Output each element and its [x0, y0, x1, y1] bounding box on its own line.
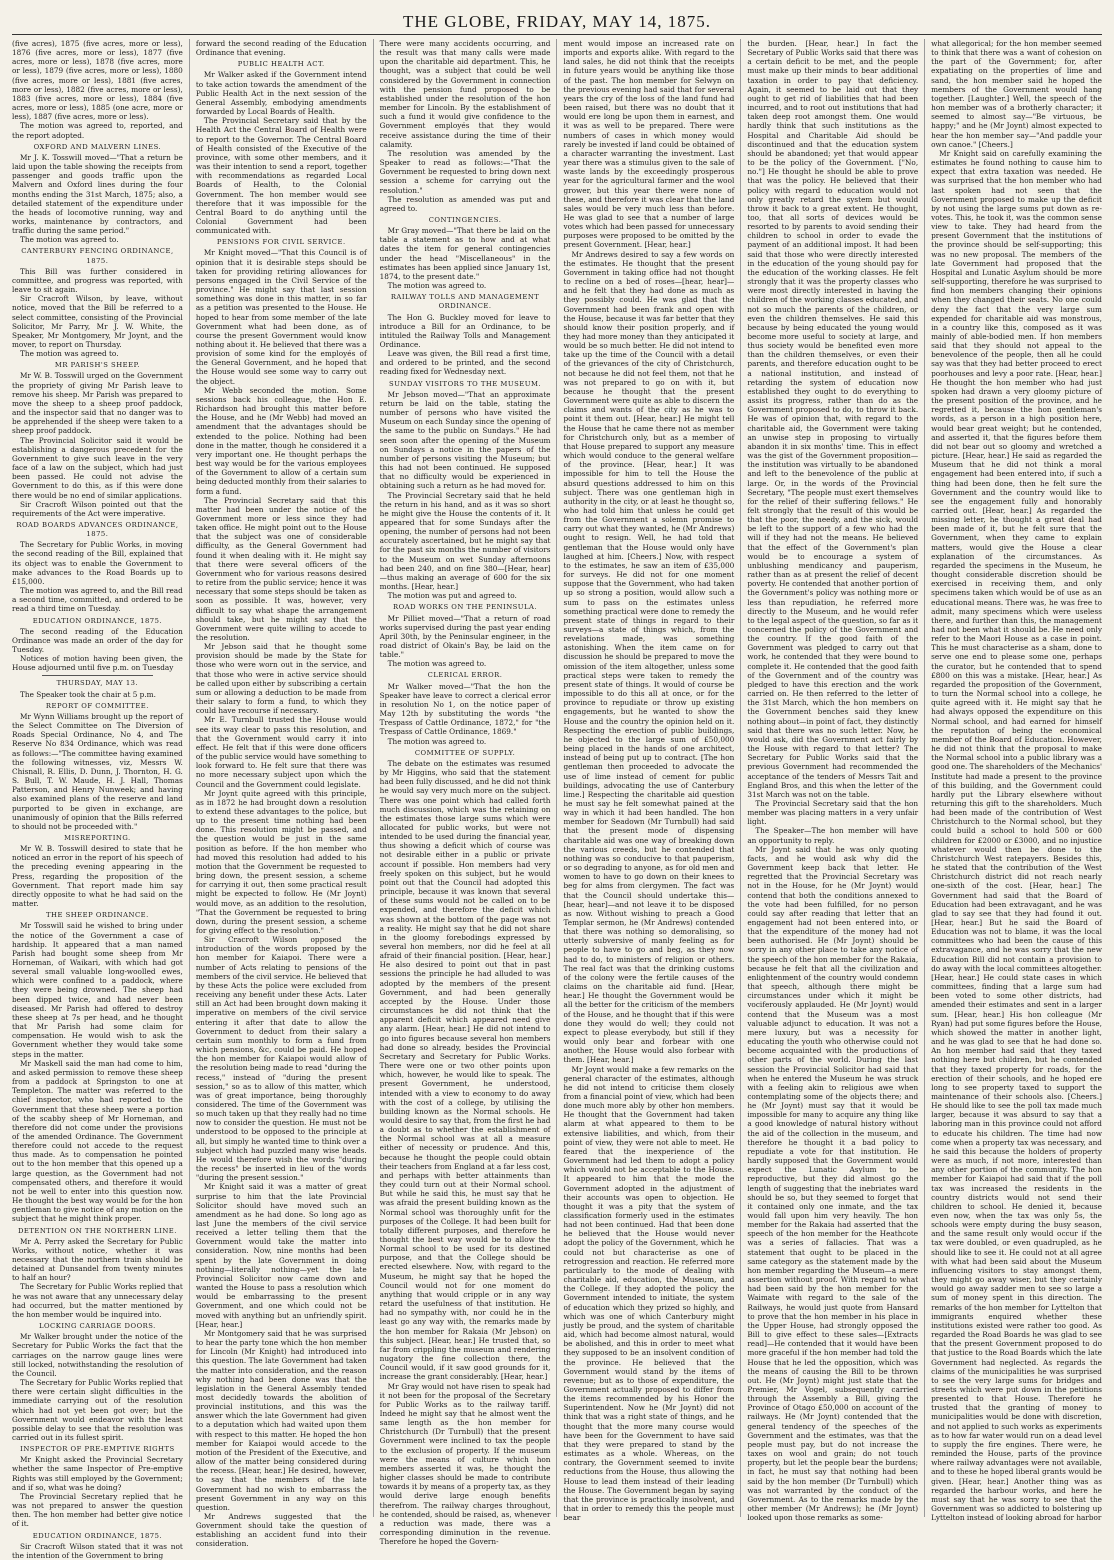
- article-paragraph: The debate on the estimates was resumed by Mr Higgins, who said that the statement had been fully discussed, and he did not think he would say very much more on the subject. There was one point which had called forth much discussion, which was the retaining on the estimates those large sums which were allocated for public works, but were not intended to be used during the financial year, thus showing a deficit which of course was not desirable either in a public or private account if possible. Hon members had very freely spoken on this subject, but he would point out that the Council had adopted this principle, because it was known that several of these sums would not be called on to be expended, and therefore the deficit which was shown at the bottom of the page was not a reality. He might say that he did not share in the gloomy forebodings expressed by several hon members, nor did he feel at all afraid of their financial position. [Hear, hear.] He also desired to point out that in past sessions the principle he had alluded to was adopted by the members of the present Government, and had been generally accepted by the House. Under those circumstances he did not think that the apparent deficit which appeared need give any alarm. [Hear, hear.] He did not intend to go into figures because several hon members had done so already, besides the Provincial Secretary and Secretary for Public Works. There were one or two other points upon which, however, he would like to speak. The present Government, he understood, intended with a view to economy to do away with the cost of a college, by utilising the building known as the Normal schools. He would desire to say that, from the first he had a doubt as to whether the establishment of the Normal school was at all a measure either of necessity or prudence. And this, because he thought the people could obtain their teachers from England at a far less cost, and perhaps with better attainments than they could turn out at their Normal school. But while he said this, he must say that he was afraid the present building known as the Normal school was thoroughly unfit for the purposes of the College. It had been built for totally different purposes, and therefore he thought the best way would be to allow the Normal school to be used for its destined purpose, and that the College should be erected elsewhere. Now, with regard to the Museum, he might say that he hoped the Council would not for one moment do anything that would cripple or in any way retard the usefulness of that institution. He had no sympathy with, nor could he in the least go any way with, the remarks made by the hon member for Rakaia (Mr Jebson) on this subject. [Hear, hear.] He trusted that, so far from crippling the museum and rendering nugatory the fine collection there, the Council would, if it saw good grounds for it, increase the grant considerably. [Hear, hear.]: [379, 758, 551, 1382]
- column-2: [195, 39, 374, 1549]
- article-paragraph: The motion was put and agreed to.: [387, 591, 517, 601]
- article-paragraph: There were many accidents occurring, and the result was that many calls were made upon the charitable aid department. This, he thought, was a subject that could be well considered by the Government in connection with the pension fund proposed to be established under the resolution of the hon member for Lincoln. By the establishment of such a fund it would give confidence to the Government employés that they would receive assistance during the time of their calamity.: [379, 39, 551, 149]
- article-paragraph: The Speaker—The hon member will have an opportunity to reply.: [747, 826, 919, 845]
- article-paragraph: The Secretary for Public Works replied that he was not aware that any unnecessary delay had occurred, but the matter mentioned by the hon member would be inquired into.: [12, 1282, 183, 1319]
- section-heading: EDUCATION ORDINANCE, 1875.: [32, 616, 163, 625]
- article-paragraph: Mr Joynt would make a few remarks on the general character of the estimates, although he did not intend to criticise them closely from a financial point of view, which had been done much more ably by other hon members. He thought that the Government had taken alarm at what appeared to them to be extensive liabilities, and which, from their point of view, they were not able to meet. He feared that the inexperience of the Government had led them to adopt a policy which would not be acceptable to the House. It appeared to him that the mode the Government adopted in the adjustment of their accounts was open to objection. He thought it was a pity that the system of classification formerly used in the estimates had not been continued. Had that been done he believed that the House would never adopt the policy of the Government, which he could not but characterise as one of retrogression and reaction. He referred more particularly to the mode of dealing with charitable aid, education, the Museum, and the College. If they adopted the policy the Government intended to initiate, the system of education which they prized so highly, and which was one of which Canterbury might justly be proud, and the system of charitable aid, which had become almost natural, would be abolished, and this in order to meet what they supposed to be an insolvent condition of the province. He believed that the Government would stand by the items of revenue; but as to those of expenditure, the Government actually proposed to differ from the items recommended by his Honor the Superintendent. Now he (Mr Joynt) did not think that was a right state of things, and he thought that the more many course would have been for the Government to have said that they were prepared to stand by the estimates as a whole. Whereas, on the contrary, the Government seemed to invite reductions from the House, thus allowing the House to lead them instead of their leading the House. The Government began by saying that the province is practically insolvent, and that in order to remedy this the people must bear: [563, 1064, 735, 1523]
- article-paragraph: The motion was agreed to.: [387, 281, 487, 291]
- article-paragraph: The motion was agreed to, reported, and the report adopted.: [12, 121, 183, 140]
- article-paragraph: Mr Joynt quite agreed with this principle, as in 1872 he had brought down a resolution to extend these advantages to the police, but up to the present time nothing had been done. This resolution might be passed, and the question would be just in the same position as before. If the hon member who had moved this resolution had added to his motion that the Government be requested to bring down, the present session, a scheme for carrying it out, then some practical result might be expected to follow. He (Mr Joynt) would move, as an addition to the resolution, "That the Government be requested to bring down, during the present session, a scheme for giving effect to the resolution.": [195, 788, 367, 935]
- masthead: THE GLOBE, FRIDAY, MAY 14, 1875.: [12, 10, 1102, 35]
- section-heading: SUNDAY VISITORS TO THE MUSEUM.: [389, 379, 542, 388]
- article-paragraph: Sir Cracroft Wilson pointed out that the requirements of the Act were imperative.: [12, 499, 183, 518]
- section-heading: THE SHEEP ORDINANCE.: [46, 911, 149, 920]
- article-paragraph: Mr Knight said on carefully examining the estimates he found nothing to cause him to expect that extra taxation was needed. He was surprised that the hon member who had last spoken had not seen that the Government proposed to make up the deficit by not using the large sums put down as re-votes. This, he took it, was the common sense view to take. They had heard from the present Government that the institutions of the province should be self-supporting; this was no new proposal. The members of the late Government had proposed that the Hospital and Lunatic Asylum should be more self-supporting, therefore he was surprised to find hon members changing their opinions when they changed their seats. No one could deny the fact that the very large sum expended for charitable aid was monstrous, in a country like this, composed as it was mainly of able-bodied men. If hon members said that they should not appeal to the benevolence of the people, then all he could say was that they had better proceed to erect poorhouses and levy a poor rate. [Hear, hear.] He thought the hon member who had just spoken had drawn a very gloomy picture of the present position of the province, and he regretted it, because the hon gentleman's words, as a person in a high position here, would bear great weight; but he contended, and asserted it, that the figures before them did not bear out so gloomy and wretched a picture. [Hear, hear.] He said as regarded the Museum that he did not think a moral engagement had been entered into, if such a thing had been done, then he felt sure the Government and the country would like to see the engagement fully and honorably carried out. [Hear, hear.] As regarded the missing letter, he thought a great deal had been made of it, but he felt sure that the Government, when they came to explain matters, would give the House a clear explanation of the circumstances. As regarded the specimens in the Museum, he thought considerable discretion should be exercised in receiving them, and only specimens taken which would be of use as an educational means. There was, he was free to admit, many specimens which were useless there, and further than this, the management had not been what it should be. He need only refer to the Maori House as a case in point. This he must characterise as a sham, done to serve one end to please some one, perhaps the curator, but he contended that to spend £800 on this was a mistake. [Hear, hear.] As regarded the proposition of the Government, to turn the Normal school into a college, he quite agreed with it. He might say that he had always opposed the expenditure on this Normal school, and had earned for himself the reputation of being the economical member of the Board of Education. However, he did not think that the proposal to make the Normal school into a public library was a good one. The shareholders of the Mechanics' Institute had made a present to the province of this building, and the Government could hardly put the Library elsewhere without returning this gift to the shareholders. Much had been made of the contribution of West Christchurch to the Normal school, but they could build a school to hold 500 or 600 children for £2000 or £3000, and no injustice whatever would then be done to the Christchurch West ratepayers. Besides this, he stated that the contribution of the West Christchurch district did not reach nearly one-sixth of the cost. [Hear, hear.] The Government had said that the Board of Education had been extravagant, and he was glad to say see that they had found it out. [Hear, hear.] But he said the Board of Education was not to blame, it was the local committees who had been the cause of this extravagance, and he was sorry that the new Education Bill did not contain a provision to do away with the local committees altogether. [Hear, hear.] He could state cases in which committees, finding that a large sum had been voted to some other districts, had amended their estimates and sent in a larger sum. [Hear, hear.] His hon colleague (Mr Ryan) had put some figures before the House, which showed the matter in another light, and he was glad to see that he had done so. An hon member had said that they taxed nothing here but children, but he contended that they taxed property for roads, for the erection of their schools, and he hoped ere long to see property taxed to support the maintenance of their schools also. [Cheers.] He should like to see the poll tax made much larger, because it was absurd to say that a laboring man in this province could not afford to educate his children. The time had now come when a property tax was necessary, and he said this because the holders of property were as much, if not more, interested than any other portion of the community. The hon member for Kaiapoi had said that if the poll tax was increased the residents in the country districts would not send their children to school. He denied it, because even now, when the tax was only 5s, the schools were empty during the busy season, and the same result only would occur if the tax were doubled, or even quadrupled, as he should like to see it. He could not at all agree with what had been said about the Museum influencing visitors to stay amongst them, they might go away wiser, but they certainly would go away sadder men to see so large a sum of money spent in this direction. The remarks of the hon member for Lyttelton that immigrants enquired whether these institutions existed were rather too good. As regarded the Road Boards he was glad to see that the present Government proposed to do that justice to the Road Boards which the late Government had neglected. As regards the claims of the municipalities he was surprised to see the very large sums for bridges and streets which were put down in the petitions presented to that House. Therefore he trusted that the granting of money to municipalities would be done with discretion, and not applied to such works as experiments as to how far water would run on a dead level to supply the fire engines. There were, he reminded the House, parts of the province where railway advantages were not available, and to these he hoped liberal grants would be given. [Hear, hear.] Another thing was as regarded the harbour works, and here he must say that he was sorry to see that the Government was so addicted to bolstering up Lyttelton instead of looking abroad for harbor: [931, 148, 1102, 1523]
- article-paragraph: Mr Knight said it was a matter of great surprise to him that the late Provincial Solicitor should have moved such an amendment as he had done. So long ago as last June the members of the civil service received a letter telling them that the Government would take the matter into consideration. Now, nine months had been spent by the late Government in doing nothing—literally nothing—yet the late Provincial Solicitor now came down and wanted the House to pass a resolution which would be embarrassing to the present Government, and one which could not be moved with anything but an unfriendly spirit. [Hear, hear.]: [195, 1182, 367, 1329]
- article-paragraph: Sir Cracroft Wilson, by leave, without notice, moved that the Bill be referred to a select committee, consisting of the Provincial Solicitor, Mr Parry, Mr J. W. White, the Speaker, Mr Montgomery, Mr Joynt, and the mover, to report on Thursday.: [12, 294, 183, 349]
- article-paragraph: The Provincial Secretary said that by the Health Act the Central Board of Health were to report to the Governor. The Central Board of Health consisted of the Executive of the province, with some other members, and it was their intention to send a report, together with recommendations as regarded Local Boards of Health, to the Colonial Government. The hon member would see therefore that it was impossible for the Central Board to do anything until the Colonial Government had been communicated with.: [195, 116, 367, 236]
- section-heading: EDUCATION ORDINANCE, 1875.: [32, 1531, 163, 1540]
- columns: [12, 39, 1102, 1560]
- article-paragraph: Mr Gray moved—"That there be laid on the table a statement as to how and at what dates the item for general contingencies under the head "Miscellaneous" in the estimates has been applied since January 1st, 1874, to the present date.": [379, 226, 551, 281]
- article-paragraph: Mr A. Perry asked the Secretary for Public Works, without notice, whether it was necessary that the northern train should be detained at Dunsandel from twenty minutes to half an hour?: [12, 1236, 183, 1283]
- section-heading: CLERICAL ERROR.: [427, 671, 503, 680]
- article-paragraph: The motion was agreed to.: [20, 349, 119, 359]
- section-heading: ROAD WORKS ON THE PENINSULA.: [393, 603, 538, 612]
- article-paragraph: Mr Jebson said that he thought some provision should be made by the State for those who were worn out in the service, and that those who were in active service should be called upon either by subscribing a certain sum or allowing a deduction to be made from their salary to form a fund, to which they could have recourse if necessary.: [195, 642, 367, 716]
- article-paragraph: The Provincial Solicitor said it would be establishing a dangerous precedent for the Government to give such leave in the very face of a law on the subject, which had just been passed. He could not advise the Government to do this, as if this were done there would be no end of similar applications.: [12, 435, 183, 500]
- column-3: [379, 39, 558, 1547]
- column-4: [563, 39, 741, 1523]
- column-1: [12, 39, 190, 1560]
- article-paragraph: The resolution as amended was put and agreed to.: [379, 194, 551, 213]
- section-heading: OXFORD AND MALVERN LINES.: [33, 142, 162, 151]
- section-heading: DETENTION ON THE NORTHERN LINE.: [17, 1226, 177, 1235]
- article-paragraph: The Provincial Secretary replied that he was not prepared to answer the question then. The hon member had better give notice of it.: [12, 1491, 183, 1529]
- section-heading: CANTERBURY FENCING ORDINANCE, 1875.: [21, 247, 174, 265]
- article-paragraph: The motion was agreed to.: [387, 736, 487, 746]
- section-heading: PUBLIC HEALTH ACT.: [237, 60, 325, 69]
- section-heading: REPORT OF COMMITTEE.: [45, 701, 149, 710]
- article-paragraph: Mr Maskell said the man had come to him, and asked permission to remove these sheep from a paddock at Springston to one at Templeton. The matter was referred to the chief inspector, who had reported to the Government that these sheep were a portion of the scabby sheep of Mr Horneman, and therefore did not come under the provisions of the amended Ordinance. The Government therefore could not accede to the request thus made. As to compensation he pointed out to the hon member that this opened up a large question, as the Government had not compensated others, and therefore it would not be well to enter into this question now. He thought the best way would be for the hon gentleman to give notice of any motion on the subject that he might think proper.: [12, 1058, 183, 1224]
- section-heading: INSPECTOR OF PRE-EMPTIVE RIGHTS: [20, 1445, 175, 1454]
- article-paragraph: Mr Montgomery said that he was surprised to hear the party tone which the hon member for Lincoln (Mr Knight) had introduced into this question. The late Government had taken the matter into consideration, and the reason why nothing had been done was that the legislation in the General Assembly tended most decidedly towards the abolition of provincial institutions, and this was the answer which the late Government had given to a deputation which had waited upon them with respect to this matter. He hoped the hon member for Kaiapoi would accede to the motion of the President of the Executive, and allow of the matter being considered during the recess. [Hear, hear.] He desired, however, to say that the members of the late Government had no wish to embarrass the present Government in any way on this question.: [195, 1328, 367, 1512]
- section-heading: MR PARISH'S SHEEP.: [54, 361, 140, 370]
- section-heading: CONTINGENCIES.: [428, 215, 502, 224]
- article-paragraph: This Bill was further considered in committee, and progress was reported, with leave to sit again.: [12, 266, 183, 295]
- article-paragraph: Mr E. Turnbull trusted the House would see its way clear to pass this resolution, and that the Government would carry it into effect. He felt that if this were done officers of the public service would have something to look forward to. He felt sure that there was no more necessary subject upon which the Council and the Government could legislate.: [195, 715, 367, 789]
- article-paragraph: Mr J. K. Tosswill moved—"That a return be laid upon the table showing the receipts from passenger and goods traffic upon the Malvern and Oxford lines during the four months ending the 31st March, 1875; also, a detailed statement of the expenditure under the heads of locomotive running, way and works, maintenance by contractors, and traffic during the same period.": [12, 152, 183, 236]
- article-paragraph: The Secretary for Public Works replied that there were certain slight difficulties in the immediate carrying out of the resolution which had not yet been got over; but the Government would endeavor with the least possible delay to see that the resolution was carried out in its fullest spirit.: [12, 1378, 183, 1442]
- article-paragraph: The resolution was amended by the Speaker to read as follows:—"That the Government be requested to bring down next session a scheme for carrying out the resolution.": [379, 148, 551, 195]
- article-paragraph: The Provincial Secretary said that this matter had been under the notice of the Government more or less since they had taken office. He might point out to the House that the subject was one of considerable difficulty, as the General Government had found it when dealing with it. He might say that there were several officers of the Government who for various reasons desired to retire from the public service; hence it was necessary that some steps should be taken as soon as possible. It was, however, very difficult to say what shape the arrangement should take, but he might say that the Government were quite willing to accede to the resolution.: [195, 495, 367, 642]
- article-paragraph: Mr Joynt said that he was only quoting facts, and he would ask why did the Government keep back that letter. He regretted that the Provincial Secretary was not in the House, for he (Mr Joynt) would contend that both the conditions annexed to the vote had been fulfilled, for no person could say after reading that letter that an engagement had not been entered into, or that the expenditure of the money had not been authorised. He (Mr Joynt) should be sorry in any other place to take any notice of the speech of the hon member for the Rakaia, because he felt that all the civilization and enlightenment of the country would condemn that speech, although there might be circumstances under which it might be vociferously applauded. He (Mr Joynt) would contend that the Museum was a most valuable adjunct to education. It was not a mere luxury, but was a necessity for educating the youth who otherwise could not become acquainted with the productions of other parts of the world. During the last session the Provincial Solicitor had said that when he entered the Museum he was struck with a feeling akin to religious awe when contemplating some of the objects there; and he (Mr Joynt) must say that it would be impossible for many to acquire any thing like a good knowledge of natural history without the aid of the collection in the museum, and therefore he thought it a bad policy to repudiate a vote for that institution. He hardly supposed that the Government would expect the Lunatic Asylum to be reproductive, but they did almost go the length of suggesting that the inebriates ward should be so, but they seemed to forget that it contained only one inmate, and the tax would fall upon him very heavily. The hon member for the Rakaia had asserted that the speech of the hon member for the Heathcote was a series of fallacies. That was a statement that ought to be placed in the same category as the statement made by the hon member regarding the Museum—a mere assertion without proof. With regard to what had been said by the hon member for the Waimate with regard to the sale of the Railways, he would just quote from Hansard to prove that the hon member in his place in the Upper House, had strongly opposed the Bill to give effect to these sales—[Extracts read]—He contended that it would have been more graceful if the hon member had told the House that he led the opposition, which was the means of causing the Bill to be thrown out. He (Mr Joynt) might just state that the Premier, Mr Vogel, subsequently carried through the Assembly a Bill, giving the Province of Otago £50,000 on account of the railways. He (Mr Joynt) contended that the general tendency of the speeches of the Government and the estimates, was that the people must pay, but do not increase the taxes on wool and grain; do not touch property, but let the people bear the burdens; in fact, he must say that nothing had been said by the hon member (Dr Turnbull) which was not warranted by the conduct of the Government. As to the remarks made by the other member (Mr Andrews); he (Mr Joynt) looked upon those remarks as some-: [747, 844, 919, 1523]
- article-paragraph: Notices of motion having been given, the House adjourned until five p.m. on Tuesday: [12, 654, 183, 673]
- article-paragraph: Mr W. B. Tosswill desired to state that he noticed an error in the report of his speech of the preceding evening appearing in the Press, regarding the proposition of the Government. That report made him say directly opposite to what he had said on the matter.: [12, 844, 183, 909]
- section-heading: THURSDAY, MAY 13.: [56, 679, 139, 688]
- section-heading: ROAD BOARDS ADVANCES ORDINANCE, 1875.: [16, 520, 179, 539]
- article-paragraph: Mr Knight moved—"That this Council is of opinion that it is desirable steps should be taken for providing retiring allowances for persons engaged in the Civil Service of the province." He might say that last session something was done in this matter, in so far as a petition was presented to the House. He hoped to hear from some member of the late Government what had been done, as of course the present Government would know nothing about it. He believed that there was a provision of some kind for the employés of the General Government, and he hoped that the House would see some way to carry out the object.: [195, 248, 367, 386]
- article-paragraph: Sir Cracroft Wilson stated that it was not the intention of the Government to bring: [12, 1541, 183, 1560]
- article-paragraph: The motion was agreed to.: [20, 235, 119, 245]
- article-paragraph: Mr Tosswill said he wished to bring under the notice of the Government a case of hardship. It appeared that a man named Parish had bought some sheep from Mr Horneman, of Waikari, with which had got several small valuable long-woolled ewes, which were confined to a paddock, where they were being drowned. The sheep had been dipped twice, and had never been diseased. Mr Parish had offered to destroy these sheep at 7s per head, and he thought that Mr Parish had some claim for compensation. He would wish to ask the Government whether they would take some steps in the matter.: [12, 921, 183, 1059]
- article-paragraph: Mr W. B. Tosswill urged on the Government the propriety of giving Mr Parish leave to remove his sheep. Mr Parish was prepared to move the sheep to a sheep proof paddock, and the inspector said that no danger was to be apprehended if the sheep were taken to a sheep proof paddock.: [12, 371, 183, 436]
- article-paragraph: Mr Andrews desired to say a few words on the estimates. He thought that the present Government in taking office had not thought to recline on a bed of roses—[hear, hear]—and he felt that they had done as much as they possibly could. He was glad that the Government had been frank and open with the House, because it was far better that they should know their position properly, and if they had more money than they anticipated it would be so much better. He did not intend to take up the time of the Council with a detail of the grievances of the city of Christchurch, not because he did not feel them, not that he was not prepared to go on with it, but because he thought that the present Government were quite as able to discern the claims and wants of the city as he was to point it them out. [Hear, hear.] He might tell the House that he came there not as member for Christchurch only, but as a member of that House prepared to support any measure which would conduce to the general welfare of the province. [Hear, hear.] It was impossible for him to tell the House the absurd questions addressed to him on this subject. There was one gentleman high in authority in the city, or at least he thought so, who had told him that unless he could get from the Government a solemn promise to carry out what they wanted, he (Mr Andrews) ought to resign. Well, he had told that gentleman that the House would only have laughed at him. [Cheers.] Now, with respect to the estimates, he saw an item of £35,000 for surveys. He did not for one moment suppose that the Government, who had taken up so strong a position, would allow such a sum to pass on the estimates unless something practical were done to remedy the present state of things in regard to their surveys—a state of things which, from the revelations made, was something astonishing. When the item came on for discussion he should be prepared to move the omission of the item altogether, unless some practical steps were taken to remedy the present state of things. It would of course be impossible to do this all at once, or for the province to repudiate or throw up existing engagements, but he wanted to show the House and the country the opinion held on it. Respecting the erection of public buildings, he objected to the large sum of £50,000 being placed in the hands of one architect, instead of being put up to contract. [The hon gentleman then proceeded to advocate the use of lime instead of cement for public buildings, advocating the use of Canterbury lime.] Respecting the charitable aid question he must say he felt somewhat pained at the way in which it had been handled. The hon member for Seadown (Mr Turnbull) had said that the present mode of dispensing charitable aid was one way of breaking down the various creeds, but he contended that nothing was so conducive to that pauperism, or so degrading to anyone, as for old men and women to have to go down on their knees to beg for alms from clergymen. The fact was that the Council should undertake this—[hear, hear]—and not leave it to be disposed as now. Without wishing to preach a Good Templar sermon, he (Mr Andrews) contended that there was nothing so demoralising, so utterly subversive of manly feeling as for people to have to go and beg, as they now had to do, to ministers of religion or others. The real fact was that the drinking customs of the colony were the fertile causes of the claims on the charitable aid fund. [Hear, hear.] He thought the Government would be all the better for the criticism of the members of the House, and he thought that if this were done they would do well; they could not expect to please everybody, but still if they would only bear and forbear with one another, the House would also forbear with them. [Hear, hear.]: [563, 249, 735, 1065]
- section-heading: MISREPORTING.: [64, 833, 131, 842]
- column-6: [931, 39, 1102, 1523]
- article-paragraph: The Secretary for Public Works, in moving the second reading of the Bill, explained that its object was to enable the Government to make advances to the Road Boards up to £15,000.: [12, 540, 183, 586]
- article-paragraph: (five acres), 1875 (five acres, more or less), 1876 (five acres, more or less), 1877 (five acres, more or less), 1878 (five acres, more or less), 1879 (five acres, more or less), 1880 (five acres, more or less), 1881 (five acres, more or less), 1882 (five acres, more or less), 1883 (five acres, more or less), 1884 (five acres, more or less), 1885 (one acre, more or less), 1887 (five acres, more or less).: [12, 39, 183, 122]
- article-paragraph: Mr Walker brought under the notice of the Secretary for Public Works the fact that the carriages on the narrow gauge lines were still locked, notwithstanding the resolution of the Council.: [12, 1332, 183, 1378]
- article-paragraph: The Provincial Secretary said that the hon member was placing matters in a very unfair light.: [747, 798, 919, 827]
- article-paragraph: The Hon G. Buckley moved for leave to introduce a Bill for an Ordinance, to be intituled the Railway Tolls and Management Ordinance.: [379, 312, 551, 349]
- article-paragraph: Mr Knight asked the Provincial Secretary whether the same Inspector of Pre-emptive Rights was still employed by the Government; and if so, what was he doing?: [12, 1455, 183, 1492]
- section-divider: [42, 675, 153, 676]
- section-heading: LOCKING CARRIAGE DOORS.: [38, 1322, 156, 1331]
- article-paragraph: Mr Webb seconded the motion. Some sessions back his colleague, the Hon E. Richardson had brought this matter before the House, and he (Mr Webb) had moved an amendment that the advantages should be extended to the police. Nothing had been done in the matter, though he considered it a very important one. He thought perhaps the best way would be for the various employees of the Government to allow of a certain sum being deducted monthly from their salaries to form a fund.: [195, 385, 367, 496]
- column-5: [747, 39, 925, 1523]
- article-paragraph: The motion was agreed to, and the Bill read a second time, committed, and ordered to be read a third time on Tuesday.: [12, 586, 183, 614]
- article-paragraph: Mr Gray would not have risen to speak had it not been for the proposal of the Secretary for Public Works as to the railway tariff. Indeed he might say that he almost went the same length as the hon member for Christchurch (Dr Turnbull) that the present Government were inclined to tax the people to the exclusion of property. If the museum were the means of culture which hon members asserted it was, he thought the higher classes should be made to contribute towards it by means of a property tax, as they would derive large enough benefits therefrom. The railway charges throughout, he contended, should be raised, as, whenever a reduction was made, there was a corresponding diminution in the revenue. Therefore he hoped the Govern-: [379, 1381, 551, 1547]
- article-paragraph: Leave was given, the Bill read a first time, and ordered to be printed, and the second reading fixed for Wednesday next.: [379, 349, 551, 377]
- article-paragraph: The Provincial Secretary said that he held the return in his hand, and as it was so short he might give the House the contents of it. It appeared that for some Sundays after the opening, the number of persons had not been accurately ascertained, but he might say that for the past six months the number of visitors to the Museum on wet Sunday afternoons had been 240, and on fine 380—[Hear, hear]—thus making an average of 600 for the six months. [Hear, hear.]: [379, 490, 551, 592]
- article-paragraph: The Speaker took the chair at 5 p.m.: [20, 689, 156, 699]
- article-paragraph: Mr Walker moved—"That the hon the Speaker have leave to correct a clerical error in resolution No 1, on the notice paper of May 12th by substituting the words "the Trespass of Cattle Ordinance, 1872," for "the Trespass of Cattle Ordinance, 1869.": [379, 681, 551, 737]
- section-heading: COMMITTEE OF SUPPLY.: [414, 748, 516, 757]
- section-heading: RAILWAY TOLLS AND MANAGEMENT ORDINANCE.: [390, 293, 540, 311]
- article-paragraph: Mr Pilliet moved—"That a return of road works supervised during the past year ending April 30th, by the Peninsular engineer, in the road district of Okain's Bay, be laid on the table.": [379, 613, 551, 660]
- article-paragraph: Mr Andrews suggested that the Government should take the question of establishing an accident fund into their consideration.: [195, 1512, 367, 1549]
- article-paragraph: what allegorical; for the hon member seemed to think that there was a want of cohesion on the part of the Government; for, after expatiating on the properties of lime and sand, the hon member said he hoped the members of the Government would hang together. [Laughter.] Well, the speech of the hon member was of a brotherly character; it seemed to almost say—"Be virtuous, be happy;" and he (Mr Joynt) almost expected to hear the hon member say—"And paddle your own canoe." [Cheers.]: [931, 39, 1102, 149]
- article-paragraph: The second reading of the Education Ordinance was made an order of the day for Tuesday.: [12, 626, 183, 654]
- article-paragraph: ment would impose an increased rate on imports and exports alike. With regard to the land sales, he did not think that the receipts in future years would be anything like those of the past. The hon member for Selwyn on the previous evening had said that for several years the cry of the loss of the land fund had been raised, but there was no doubt that it would ere long be upon them in earnest, and it was as well to be prepared. There were numbers of cases in which money would rarely be invested if land could be obtained of a character warranting the investment. Last year there was a stimulus given to the sale of waste lands by the exceedingly prosperous year for the agricultural farmer and the wool grower, but this year there were none of these, and therefore it was clear that the land sales would be very much less than before. He was glad to see that a number of large votes which had been passed for unnecessary purposes were proposed to be omitted by the present Government. [Hear, hear.]: [563, 39, 735, 250]
- article-paragraph: the burden. [Hear, hear.] In fact the Secretary of Public Works said that there was a certain deficit to be met, and the people must make up their minds to bear additional taxation in order to pay that deficiency. Again, it seemed to be laid out that they ought to get rid of liabilities that had been incurred, and to root out institutions that had taken deep root amongst them. One would hardly think that such institutions as the Hospital and Charitable Aid should be discontinued and that the education system should be abandoned; yet that would appear to be the policy of the Government. ["No, no."] He thought he should be able to prove that was the policy. He believed that their policy with regard to education would not only greatly retard the system but would throw it back to a great extent. He thought, too, that all sorts of devices would be resorted to by parents to avoid sending their children to school in order to evade the payment of an additional impost. It had been said that those who were directly interested in the education of the young should pay for the education of the working classes. He felt strongly that it was the property classes who were most directly interested in having the children of the working classes educated, and not so much the parents of the children, or even the children themselves. He said this because by being educated the young would become more useful to society at large, and thus society would be benefited even more than the children themselves, or even their parents, and therefore education ought to be a national institution, and instead of retarding the system of education now established they ought to do everything to assist its progress, rather than do as the Government proposed to do, to throw it back. He was of opinion that, with regard to the charitable aid, the Government were taking an unwise step in proposing to virtually abandon it in six months' time. This in effect was the gist of the Government proposition—the institution was virtually to be abandoned and left to the benevolence of the public at large. Or, in the words of the Provincial Secretary, "The people must exert themselves for the relief of their suffering fellows." He felt strongly that the result of this would be that the poor, the needy, and the sick, would be left to the support of a few who had the will if they had not the means. He believed that the effect of the Government's plan would be to encourage a system of unblushing mendicancy and pauperism, rather than as at present the relief of decent poverty. He contended that another portion of the Government's policy was nothing more or less than repudiation, he referred more directly to the Museum, and he would refer to the legal aspect of the question, so far as it concerned the policy of the Government and the country. If the good faith of the Government was pledged to carry out that work, he contended that they were bound to complete it. He contended that the good faith of the Government and of the country was pledged to have this erection and the work carried on. He then referred to the letter of the 31st March, which the hon members on the Government benches said they knew nothing about—in point of fact, they distinctly said that there was no such letter. Now, he would ask, did the Government act fairly by the House with regard to that letter? The Secretary for Public Works said that the previous Government had recommended the acceptance of the tenders of Messrs Tait and England Bros, and this when the letter of the 31st March was not on the table.: [747, 39, 919, 799]
- article-paragraph: Mr Jebson moved—"That an approximate return be laid on the table, stating the number of persons who have visited the Museum on each Sunday since the opening of the same to the public on Sundays." He had seen soon after the opening of the Museum on Sundays a notice in the papers of the number of persons visiting the Museum; but this had not been continued. He supposed that no difficulty would be experienced in obtaining such a return as he had moved for.: [379, 389, 551, 491]
- article-paragraph: forward the second reading of the Education Ordinance that evening.: [195, 39, 367, 58]
- article-paragraph: Mr Walker asked if the Government intend to take action towards the amendment of the Public Health Act in the next session of the General Assembly, embodying amendments forwarded by Local Boards of Health.: [195, 70, 367, 117]
- article-paragraph: The motion was agreed to.: [387, 659, 487, 669]
- section-heading: PENSIONS FOR CIVIL SERVICE.: [216, 238, 346, 247]
- article-paragraph: Sir Cracroft Wilson opposed the introduction of the words proposed by the hon member for Kaiapoi. There were a number of Acts relating to pensions of the members of the civil service. He believed that by these Acts the police were excluded from receiving any benefit under these Acts. Later still an Act had been brought down making it imperative on members of the civil service entering it after that date to allow the Government to deduct from their salary a certain sum monthly to form a fund from which pensions, &c, could be paid. He hoped the hon member for Kaiapoi would allow of the resolution being made to read "during the recess," instead of "during the present session," so as to allow of this matter, which was of great importance, being thoroughly considered. The time of the Government was so much taken up that they really had no time now to consider the question. He must not be understood to be opposed to the principle at all, but simply he wanted time to think over a subject which had puzzled many wise heads. He would therefore wish the words "during the recess" be inserted in lieu of the words "during the present session.": [195, 935, 367, 1183]
- article-paragraph: Mr Wynn Williams brought up the report of the Select Committee on The Diversion of Roads Special Ordinance, No 4, and The Reserve No 834 Ordinance, which was read as follows:—"The committee having examined the following witnesses, viz, Messrs W. Chisnall, R. Ellis, D. Dunn, J. Thornton, H. G. S. Bull, T. W. Maude, H. J. Hall, Thomas Patterson, and Henry Nunweek; and having also examined plans of the reserve and land purported to be given in exchange, are unanimously of opinion that the Bills referred to should not be proceeded with.": [12, 711, 183, 831]
